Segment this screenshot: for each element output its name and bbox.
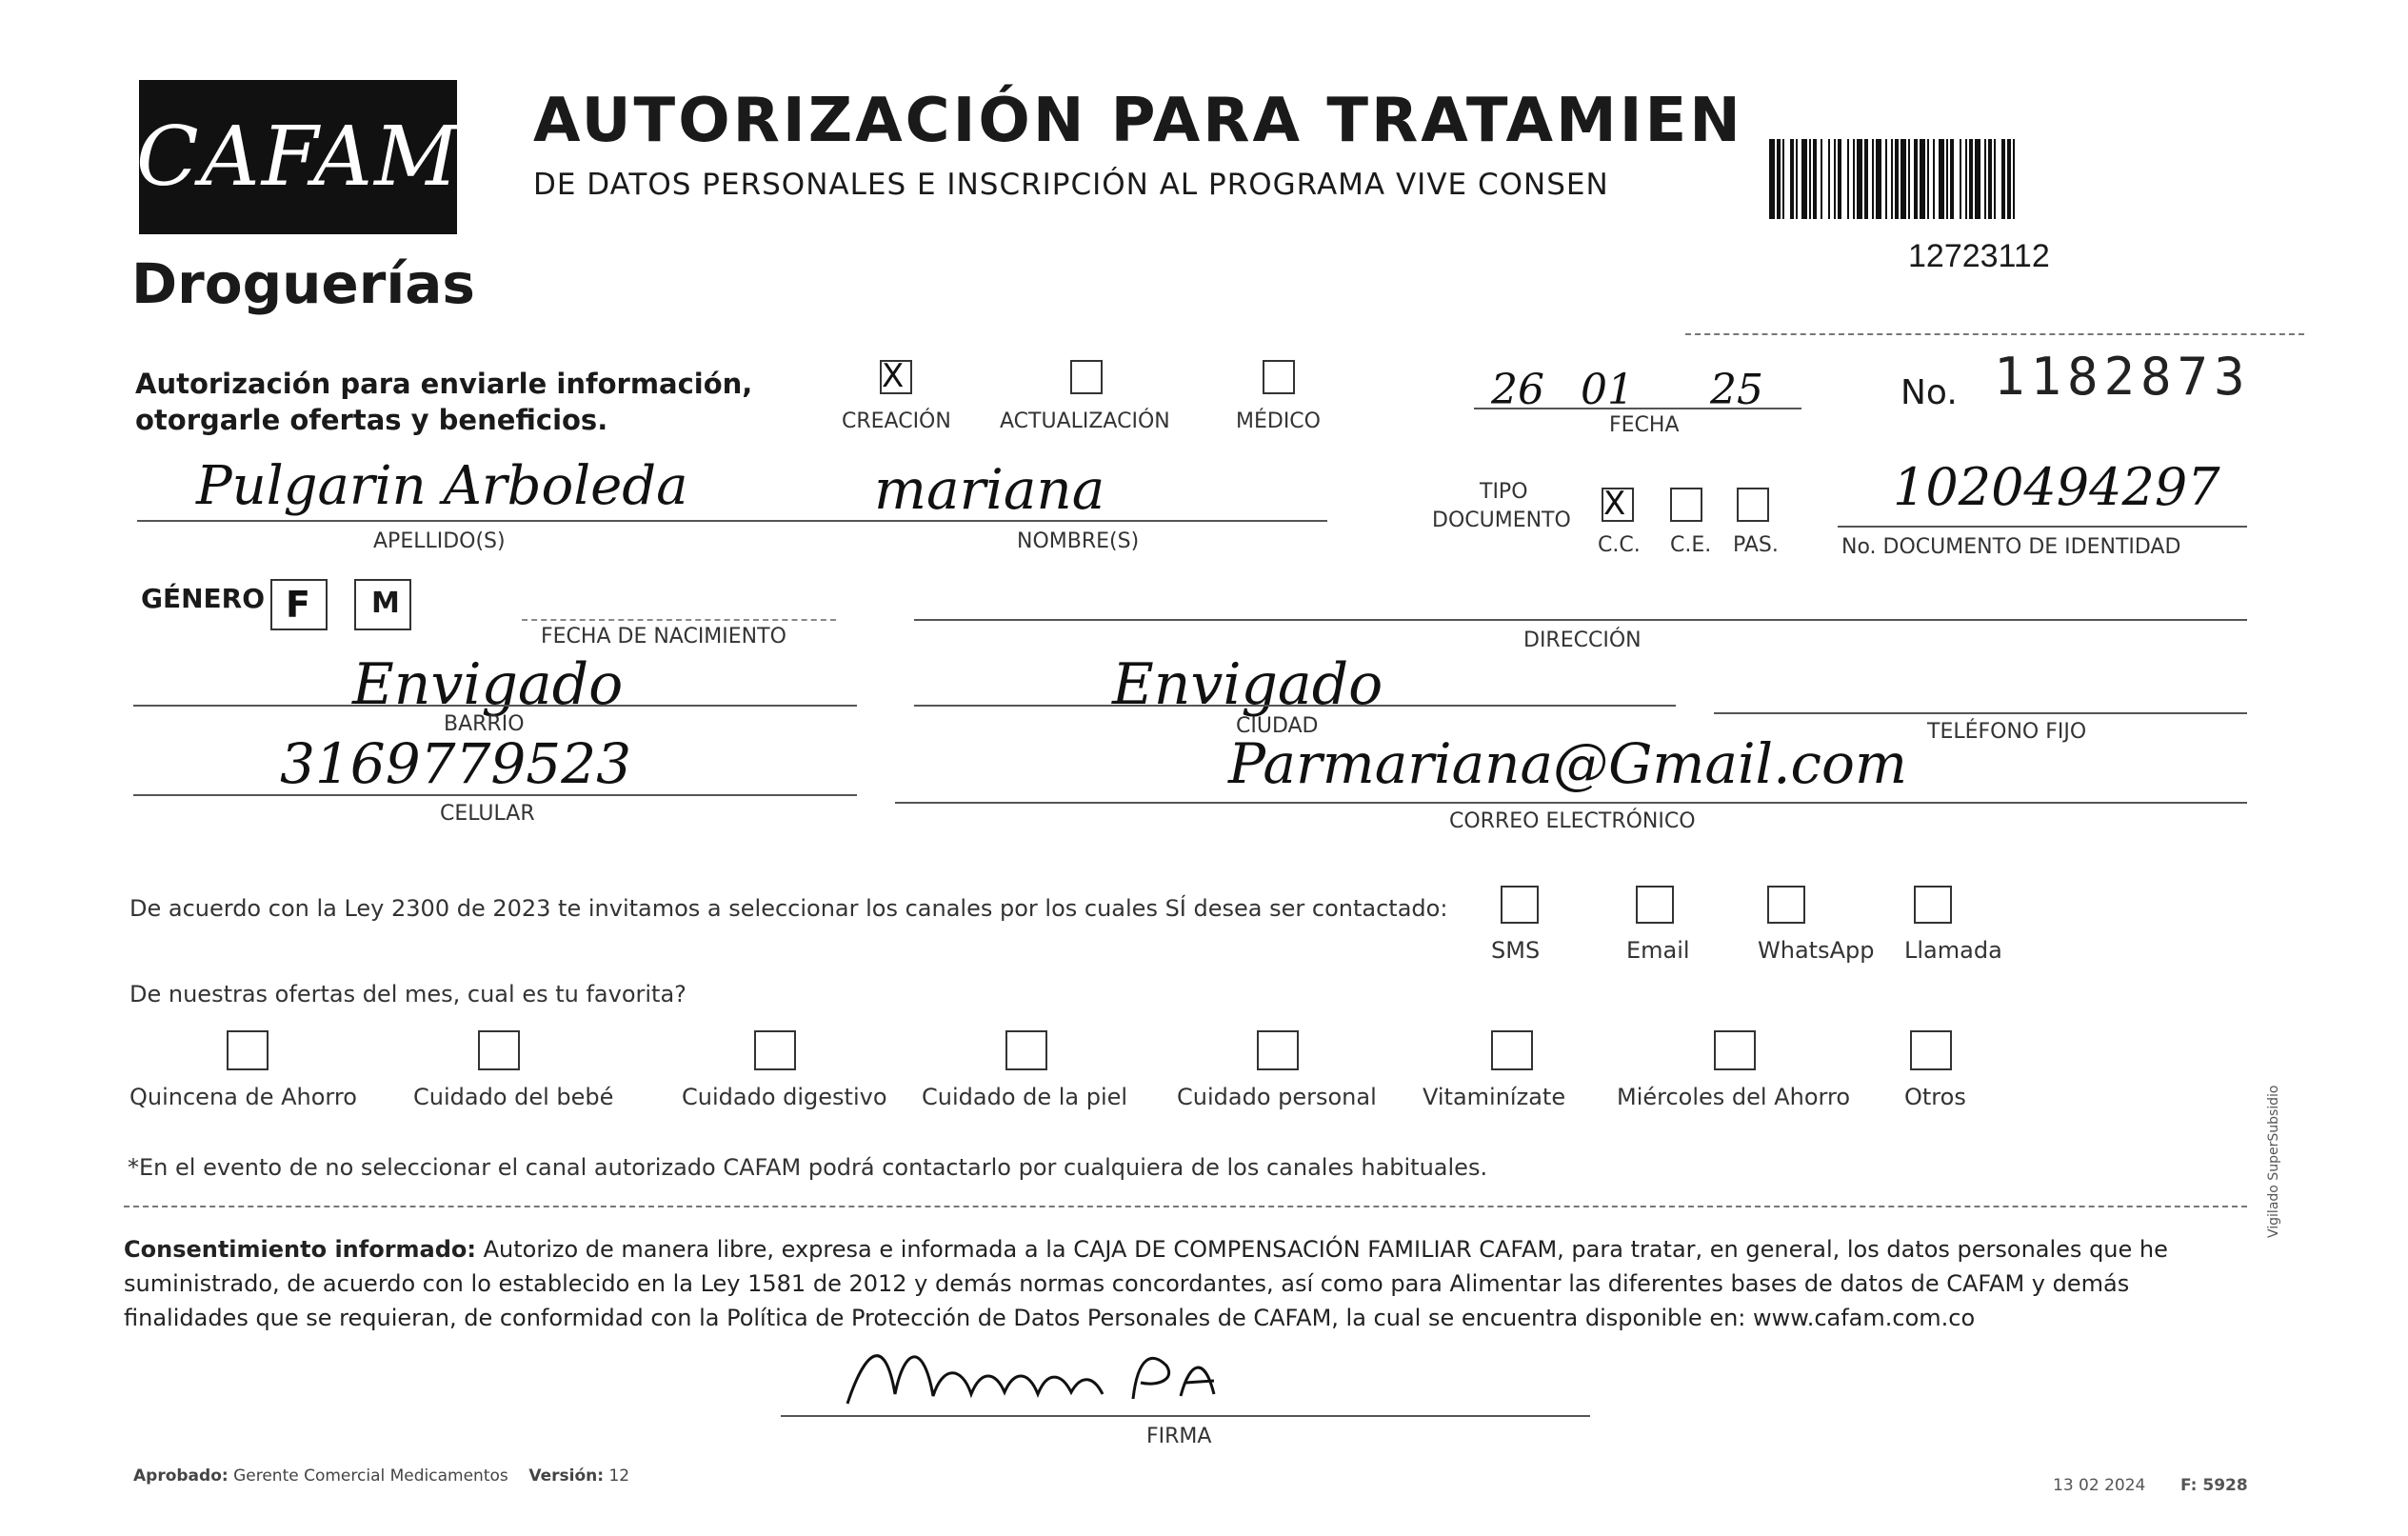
fecha-line xyxy=(1474,408,1801,409)
canal-label: SMS xyxy=(1491,937,1541,964)
fecha-label: FECHA xyxy=(1609,413,1680,437)
barrio-label: BARRIO xyxy=(444,712,525,736)
canal-label: Llamada xyxy=(1904,937,2002,964)
ciudad-value: Envigado xyxy=(1112,651,1383,718)
consentimiento-line-2: suministrado, de acuerdo con lo establecido en la Ley 1581 de 2012 y demás normas concordantes, así como para Alimentar las diferentes bases de datos de CAFAM y demás xyxy=(124,1270,2130,1297)
barrio-line xyxy=(133,705,857,707)
oferta-label: Miércoles del Ahorro xyxy=(1617,1084,1851,1110)
brand-subtitle: Droguerías xyxy=(131,251,475,316)
oferta-label: Cuidado digestivo xyxy=(682,1084,887,1110)
tipo-documento-label-1: TIPO xyxy=(1480,480,1528,504)
doc-num-line xyxy=(1838,526,2247,528)
fecha-nacimiento-label: FECHA DE NACIMIENTO xyxy=(541,625,786,648)
fecha-nacimiento-line xyxy=(522,619,836,621)
nombres-label: NOMBRE(S) xyxy=(1017,529,1140,553)
medico-checkbox[interactable] xyxy=(1263,360,1295,394)
footer-form-code: F: 5928 xyxy=(2180,1476,2248,1495)
oferta-label: Cuidado de la piel xyxy=(922,1084,1128,1110)
celular-value: 3169779523 xyxy=(280,731,632,796)
correo-label: CORREO ELECTRÓNICO xyxy=(1449,809,1696,833)
numero-label: No. xyxy=(1901,373,1958,412)
fecha-day: 26 xyxy=(1491,366,1544,414)
footer-fecha: 13 02 2024 xyxy=(2053,1476,2146,1495)
nombres-line xyxy=(823,520,1327,522)
ofertas-question: De nuestras ofertas del mes, cual es tu favorita? xyxy=(129,981,687,1007)
signature xyxy=(838,1327,1257,1423)
doc-pas-label: PAS. xyxy=(1733,533,1779,557)
oferta-checkbox[interactable] xyxy=(754,1030,796,1070)
oferta-checkbox[interactable] xyxy=(1491,1030,1533,1070)
form-subtitle: DE DATOS PERSONALES E INSCRIPCIÓN AL PROGRAMA VIVE CONSEN xyxy=(533,168,1609,202)
version-label: Versión: xyxy=(528,1466,605,1486)
canal-checkbox[interactable] xyxy=(1767,886,1805,924)
doc-num-label: No. DOCUMENTO DE IDENTIDAD xyxy=(1841,535,2181,559)
barcode xyxy=(1769,139,2154,219)
doc-pas-checkbox[interactable] xyxy=(1737,488,1769,522)
doc-ce-label: C.E. xyxy=(1670,533,1712,557)
side-note: Vigilado SuperSubsidio xyxy=(2266,1085,2281,1238)
form-title: AUTORIZACIÓN PARA TRATAMIEN xyxy=(533,86,1743,156)
nombres-value: mariana xyxy=(874,457,1105,522)
nota-canal: *En el evento de no seleccionar el canal autorizado CAFAM podrá contactarlo por cualquiera de los canales habituales. xyxy=(128,1154,1488,1181)
oferta-checkbox[interactable] xyxy=(1910,1030,1952,1070)
version-value: 12 xyxy=(608,1466,630,1486)
actualizacion-label: ACTUALIZACIÓN xyxy=(1000,409,1170,433)
direccion-label: DIRECCIÓN xyxy=(1523,628,1642,652)
apellidos-label: APELLIDO(S) xyxy=(373,529,506,553)
oferta-label: Quincena de Ahorro xyxy=(129,1084,357,1110)
telefono-label: TELÉFONO FIJO xyxy=(1927,720,2087,744)
oferta-checkbox[interactable] xyxy=(478,1030,520,1070)
telefono-line xyxy=(1714,712,2247,714)
firma-line xyxy=(781,1415,1590,1417)
genero-f-mark: F xyxy=(286,584,310,626)
intro-line-1: Autorización para enviarle información, xyxy=(135,368,753,400)
doc-ce-checkbox[interactable] xyxy=(1670,488,1702,522)
apellidos-line xyxy=(137,520,823,522)
doc-cc-label: C.C. xyxy=(1598,533,1641,557)
oferta-label: Otros xyxy=(1904,1084,1966,1110)
canal-label: WhatsApp xyxy=(1758,937,1875,964)
canales-question: De acuerdo con la Ley 2300 de 2023 te invitamos a seleccionar los canales por los cuales SÍ desea ser contactado: xyxy=(129,895,1448,922)
direccion-line xyxy=(914,619,2247,621)
consentimiento-label: Consentimiento informado: xyxy=(124,1236,476,1263)
creacion-check-mark: X xyxy=(882,357,905,395)
cafam-logo: CAFAM xyxy=(139,80,457,234)
fecha-month: 01 xyxy=(1581,366,1634,414)
genero-label: GÉNERO xyxy=(141,583,266,614)
celular-label: CELULAR xyxy=(440,802,535,826)
correo-line xyxy=(895,802,2247,804)
tipo-documento-label-2: DOCUMENTO xyxy=(1432,509,1571,532)
aprobado-label: Aprobado: xyxy=(133,1466,229,1486)
correo-value: Parmariana@Gmail.com xyxy=(1228,731,1907,796)
canal-label: Email xyxy=(1626,937,1690,964)
consentimiento-line-1: Autorizo de manera libre, expresa e informada a la CAJA DE COMPENSACIÓN FAMILIAR CAFAM, para tratar, en general, los datos personales que he xyxy=(476,1236,2168,1263)
canal-checkbox[interactable] xyxy=(1501,886,1539,924)
intro-line-2: otorgarle ofertas y beneficios. xyxy=(135,404,608,436)
barcode-number: 12723112 xyxy=(1908,238,2050,274)
consentimiento-line-3: finalidades que se requieran, de conformidad con la Política de Protección de Datos Personales de CAFAM, la cual se encuentra disponible en: www.cafam.com.co xyxy=(124,1305,1976,1331)
barcode-bar xyxy=(2015,139,2019,219)
ciudad-line xyxy=(914,705,1676,707)
consentimiento-paragraph xyxy=(124,1232,2257,1335)
oferta-label: Cuidado personal xyxy=(1177,1084,1377,1110)
oferta-checkbox[interactable] xyxy=(227,1030,269,1070)
numero-value: 1182873 xyxy=(1994,347,2251,407)
fecha-year: 25 xyxy=(1710,366,1763,414)
oferta-checkbox[interactable] xyxy=(1005,1030,1047,1070)
apellidos-value: Pulgarin Arboleda xyxy=(196,455,688,517)
nota-divider xyxy=(124,1206,2247,1207)
actualizacion-checkbox[interactable] xyxy=(1070,360,1103,394)
doc-cc-check-mark: X xyxy=(1603,485,1626,523)
header-divider xyxy=(1685,333,2304,335)
aprobado-value: Gerente Comercial Medicamentos xyxy=(233,1466,508,1486)
canal-checkbox[interactable] xyxy=(1914,886,1952,924)
oferta-label: Cuidado del bebé xyxy=(413,1084,614,1110)
celular-line xyxy=(133,794,857,796)
canal-checkbox[interactable] xyxy=(1636,886,1674,924)
medico-label: MÉDICO xyxy=(1236,409,1321,433)
doc-num-value: 1020494297 xyxy=(1893,457,2220,517)
firma-label: FIRMA xyxy=(1146,1425,1212,1448)
oferta-checkbox[interactable] xyxy=(1714,1030,1756,1070)
oferta-checkbox[interactable] xyxy=(1257,1030,1299,1070)
barrio-value: Envigado xyxy=(352,651,624,718)
ciudad-label: CIUDAD xyxy=(1236,714,1319,738)
genero-m-label: M xyxy=(371,587,400,620)
creacion-label: CREACIÓN xyxy=(842,409,951,433)
footer-aprobado xyxy=(133,1466,629,1486)
oferta-label: Vitaminízate xyxy=(1423,1084,1566,1110)
